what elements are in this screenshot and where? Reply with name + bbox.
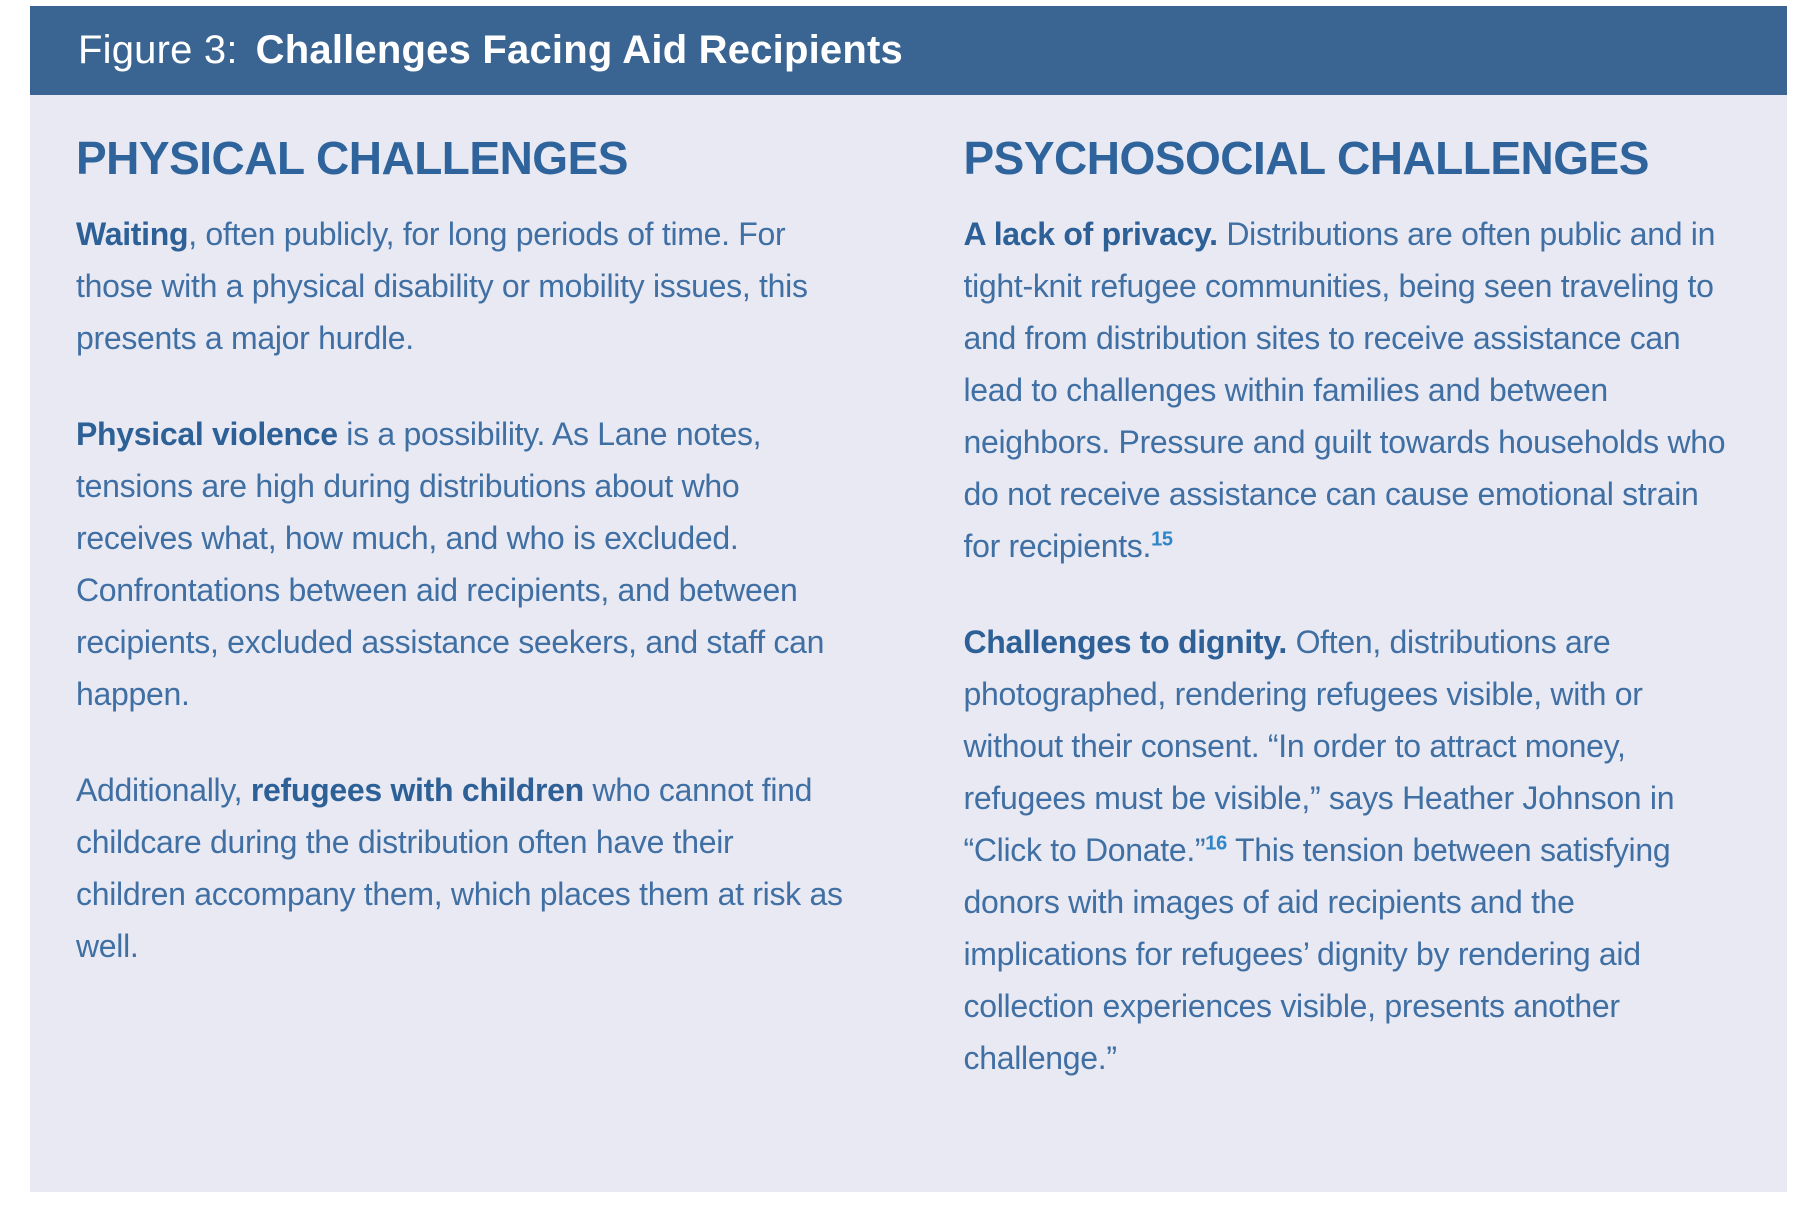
figure-label: Figure 3:	[78, 28, 238, 72]
figure-body	[30, 95, 1787, 1128]
column-psychosocial-challenges	[964, 133, 1732, 1128]
paragraph-text: Distributions are often public and in tight-knit refugee communities, being seen traveling to and from distribution sites to receive assistance can lead to challenges within families and between neighbors. Pressure and guilt towards households who do not receive assistance can cause emotional strain for recipients.	[963, 215, 1726, 564]
paragraph-text: Often, distributions are photographed, rendering refugees visible, with or without their consent. “In order to attract money, refugees must be visible,” says Heather Johnson in “Click to Donate.”	[963, 623, 1675, 868]
column-paragraphs-physical	[76, 208, 844, 972]
paragraph	[76, 408, 844, 720]
paragraph	[76, 208, 844, 364]
bold-lead-in: refugees with children	[250, 771, 584, 808]
bold-lead-in: A lack of privacy.	[963, 215, 1218, 252]
paragraph-text: Additionally,	[76, 771, 251, 808]
column-physical-challenges	[76, 133, 844, 1128]
paragraph-text: This tension between satisfying donors with images of aid recipients and the implications for refugees’ dignity by rendering aid collection experiences visible, presents another challenge.”	[963, 831, 1671, 1076]
figure-header	[30, 6, 1787, 95]
paragraph-text: , often publicly, for long periods of time. For those with a physical disability or mobility issues, this presents a major hurdle.	[76, 215, 808, 356]
bold-lead-in: Physical violence	[76, 415, 338, 452]
footnote-reference: 16	[1205, 831, 1227, 854]
figure-panel	[30, 6, 1787, 1192]
bold-lead-in: Challenges to dignity.	[963, 623, 1287, 660]
footnote-reference: 15	[1151, 527, 1173, 550]
column-paragraphs-psychosocial	[964, 208, 1732, 1084]
bold-lead-in: Waiting	[76, 215, 189, 252]
paragraph	[964, 616, 1732, 1084]
figure-title: Challenges Facing Aid Recipients	[255, 28, 903, 72]
paragraph-text: is a possibility. As Lane notes, tensions are high during distributions about who receives what, how much, and who is excluded. Confrontations between aid recipients, and between recipients, excluded assistance seekers, and staff can happen.	[76, 415, 825, 712]
column-heading-psychosocial: PSYCHOSOCIAL CHALLENGES	[963, 132, 1649, 184]
paragraph-text: who cannot find childcare during the distribution often have their children accompany them, which places them at risk as well.	[76, 771, 843, 964]
paragraph	[76, 764, 844, 972]
column-heading-physical: PHYSICAL CHALLENGES	[76, 132, 628, 184]
paragraph	[964, 208, 1732, 572]
